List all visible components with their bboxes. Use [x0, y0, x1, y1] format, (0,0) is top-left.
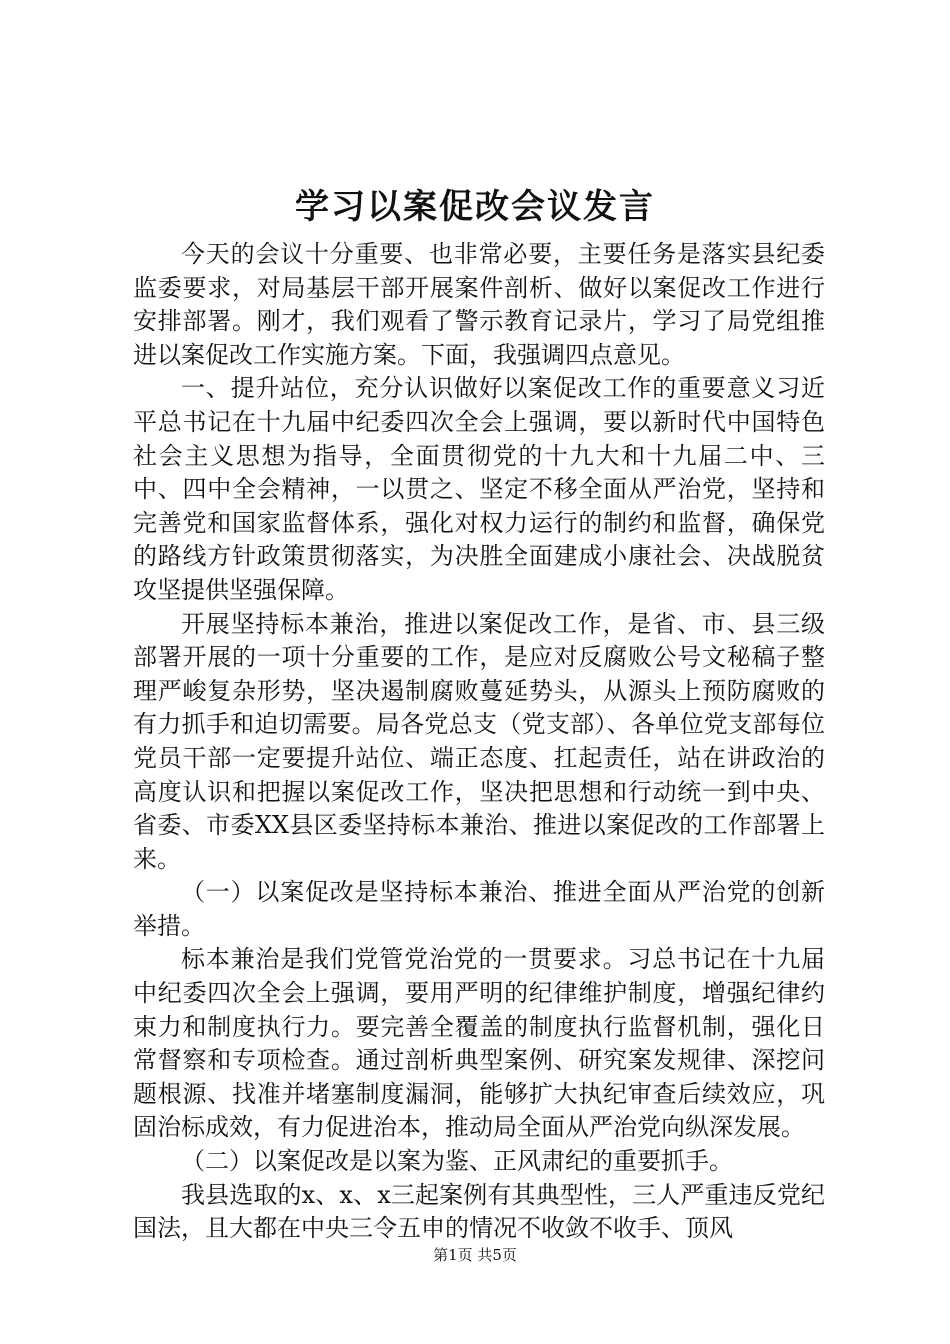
paragraph-subheading-two: （二）以案促改是以案为鉴、正风肃纪的重要抓手。 [181, 1147, 733, 1176]
paragraph-intro: 今天的会议十分重要、也非常必要，主要任务是落实县纪委监委要求，对局基层干部开展案件剖析、做好以案促改工作进行安排部署。刚才，我们观看了警示教育记录片，学习了局党组推进以案促改工作实施方案。下面，我强调四点意见。 [133, 240, 825, 369]
document-title: 学习以案促改会议发言 [295, 187, 655, 227]
paragraph-section-one: 一、提升站位，充分认识做好以案促改工作的重要意义习近平总书记在十九届中纪委四次全会上强调，要以新时代中国特色社会主义思想为指导，全面贯彻党的十九大和十九届二中、三中、四中全会精神，一以贯之、坚定不移全面从严治党，坚持和完善党和国家监督体系，强化对权力运行的制约和监督，确保党的路线方针政策贯彻落实，为决胜全面建成小康社会、决战脱贫攻坚提供坚强保障。 [133, 374, 825, 604]
paragraph-subheading-one: （一）以案促改是坚持标本兼治、推进全面从严治党的创新举措。 [133, 878, 825, 940]
page-number-footer: 第1页 共5页 [433, 1246, 517, 1264]
paragraph-case-examples: 我县选取的x、x、x三起案例有其典型性，三人严重违反党纪国法，且大都在中央三令五申的情况不收敛不收手、顶风 [133, 1180, 825, 1243]
paragraph-standard-governance: 标本兼治是我们党管党治党的一贯要求。习总书记在十九届中纪委四次全会上强调，要用严明的纪律维护制度，增强纪律约束力和制度执行力。要完善全覆盖的制度执行监督机制，强化日常督察和专项检查。通过剖析典型案例、研究案发规律、深挖问题根源、找准并堵塞制度漏洞，能够扩大执纪审查后续效应，巩固治标成效，有力促进治本，推动局全面从严治党向纵深发展。 [133, 945, 825, 1142]
document-body [133, 238, 825, 1246]
paragraph-work-importance: 开展坚持标本兼治，推进以案促改工作，是省、市、县三级部署开展的一项十分重要的工作，是应对反腐败公号文秘稿子整理严峻复杂形势，坚决遏制腐败蔓延势头，从源头上预防腐败的有力抓手和迫切需要。局各党总支（党支部）、各单位党支部每位党员干部一定要提升站位、端正态度、扛起责任，站在讲政治的高度认识和把握以案促改工作，坚决把思想和行动统一到中央、省委、市委XX县区委坚持标本兼治、推进以案促改的工作部署上来。 [133, 609, 825, 873]
